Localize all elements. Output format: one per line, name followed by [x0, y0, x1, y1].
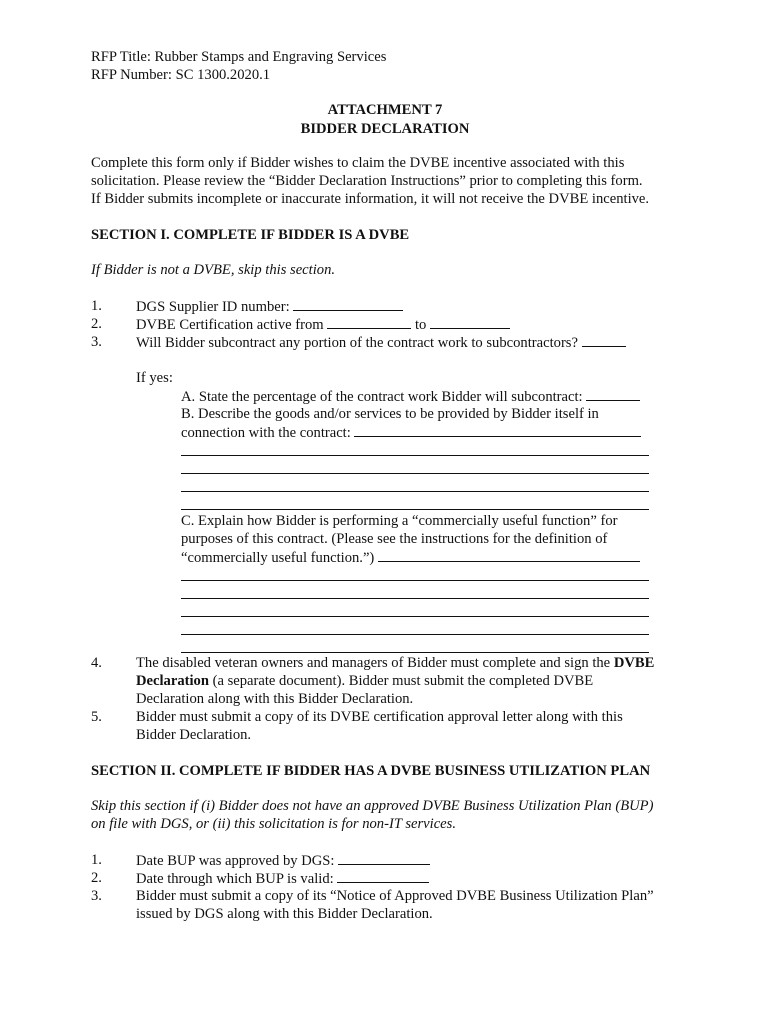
commercially-useful-answer-line[interactable] — [181, 634, 649, 635]
commercially-useful-line-2: purposes of this contract. (Please see the instructions for the definition of — [181, 531, 608, 547]
dvbe-declaration-line-1 — [136, 654, 654, 672]
rfp-number: RFP Number: SC 1300.2020.1 — [91, 67, 271, 83]
dvbe-declaration-text: The disabled veteran owners and managers of Bidder must complete and sign the — [136, 655, 611, 671]
certification-letter-line-2: Bidder Declaration. — [136, 727, 252, 743]
dvbe-declaration-text: (a separate document). Bidder must submit the completed DVBE — [212, 673, 594, 689]
supplier-id-field[interactable] — [293, 297, 403, 311]
subcontract-percentage-field[interactable] — [586, 387, 640, 401]
subcontract-question — [136, 333, 626, 352]
bup-valid-question — [136, 869, 429, 888]
item-number: 3. — [91, 888, 102, 904]
subcontract-percentage-label: A. State the percentage of the contract work Bidder will subcontract: — [181, 389, 583, 405]
dvbe-declaration-emphasis: Declaration — [136, 673, 209, 689]
bup-approved-date-field[interactable] — [338, 851, 430, 865]
subcontract-field[interactable] — [582, 333, 626, 347]
section-2-skip-line-1: Skip this section if (i) Bidder does not have an approved DVBE Business Utilization Plan (BUP) — [91, 798, 654, 814]
supplier-id-question — [136, 297, 403, 316]
describe-goods-line-1: B. Describe the goods and/or services to be provided by Bidder itself in — [181, 406, 599, 422]
bup-notice-line-1: Bidder must submit a copy of its “Notice of Approved DVBE Business Utilization Plan” — [136, 888, 654, 904]
dvbe-declaration-line-2 — [136, 672, 593, 690]
commercially-useful-answer-line[interactable] — [181, 616, 649, 617]
describe-goods-answer-line[interactable] — [181, 491, 649, 492]
commercially-useful-answer-line[interactable] — [181, 598, 649, 599]
commercially-useful-answer-line[interactable] — [181, 652, 649, 653]
certification-from-label: DVBE Certification active from — [136, 317, 324, 333]
certification-letter-line-1: Bidder must submit a copy of its DVBE certification approval letter along with this — [136, 709, 623, 725]
describe-goods-label: connection with the contract: — [181, 425, 351, 441]
certification-dates-question — [136, 315, 510, 334]
certification-to-label: to — [414, 317, 427, 333]
item-number: 1. — [91, 298, 102, 314]
item-number: 3. — [91, 334, 102, 350]
if-yes-label: If yes: — [136, 370, 173, 386]
intro-line-1: Complete this form only if Bidder wishes to claim the DVBE incentive associated with this — [91, 155, 625, 171]
item-number: 2. — [91, 316, 102, 332]
commercially-useful-label: “commercially useful function.”) — [181, 550, 375, 566]
attachment-number: ATTACHMENT 7 — [327, 102, 443, 118]
certification-from-field[interactable] — [327, 315, 411, 329]
commercially-useful-line-1: C. Explain how Bidder is performing a “commercially useful function” for — [181, 513, 618, 529]
item-number: 4. — [91, 655, 102, 671]
describe-goods-field[interactable] — [354, 423, 641, 437]
subcontract-label: Will Bidder subcontract any portion of the contract work to subcontractors? — [136, 335, 578, 351]
commercially-useful-question — [181, 548, 640, 567]
bup-approved-question — [136, 851, 430, 870]
section-2-heading: SECTION II. COMPLETE IF BIDDER HAS A DVBE BUSINESS UTILIZATION PLAN — [91, 763, 651, 779]
section-1-skip-note: If Bidder is not a DVBE, skip this section. — [91, 262, 336, 278]
describe-goods-answer-line[interactable] — [181, 473, 649, 474]
bup-approved-label: Date BUP was approved by DGS: — [136, 853, 335, 869]
commercially-useful-field[interactable] — [378, 548, 640, 562]
item-number: 1. — [91, 852, 102, 868]
commercially-useful-answer-line[interactable] — [181, 580, 649, 581]
dvbe-declaration-emphasis: DVBE — [613, 655, 655, 671]
intro-line-3: If Bidder submits incomplete or inaccurate information, it will not receive the DVBE incentive. — [91, 191, 650, 207]
describe-goods-answer-line[interactable] — [181, 509, 649, 510]
document-title: BIDDER DECLARATION — [300, 121, 470, 137]
describe-goods-question — [181, 423, 641, 442]
section-2-skip-line-2: on file with DGS, or (ii) this solicitation is for non-IT services. — [91, 816, 456, 832]
supplier-id-label: DGS Supplier ID number: — [136, 299, 290, 315]
intro-line-2: solicitation. Please review the “Bidder Declaration Instructions” prior to completing this form. — [91, 173, 643, 189]
section-1-heading: SECTION I. COMPLETE IF BIDDER IS A DVBE — [91, 227, 410, 243]
item-number: 5. — [91, 709, 102, 725]
bup-notice-line-2: issued by DGS along with this Bidder Declaration. — [136, 906, 433, 922]
subcontract-percentage-question — [181, 387, 640, 406]
bup-valid-label: Date through which BUP is valid: — [136, 871, 334, 887]
bup-valid-date-field[interactable] — [337, 869, 429, 883]
certification-to-field[interactable] — [430, 315, 510, 329]
describe-goods-answer-line[interactable] — [181, 455, 649, 456]
rfp-title: RFP Title: Rubber Stamps and Engraving Services — [91, 49, 387, 65]
item-number: 2. — [91, 870, 102, 886]
dvbe-declaration-line-3: Declaration along with this Bidder Declaration. — [136, 691, 414, 707]
